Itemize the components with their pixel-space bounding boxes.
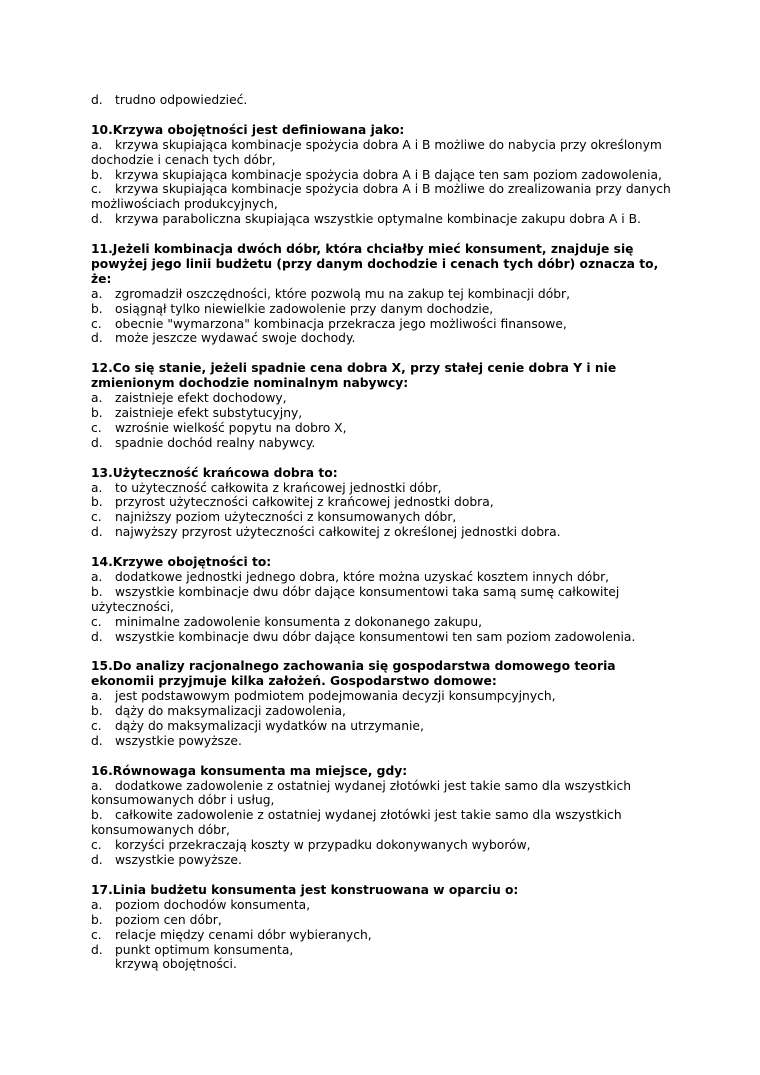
question-title: 15.Do analizy racjonalnego zachowania się gospodarstwa domowego teoria ekonomii przyjmuje kilka założeń. Gospodarstwo domowe:	[91, 659, 616, 689]
option-letter: b.	[91, 808, 103, 823]
question-title: 11.Jeżeli kombinacja dwóch dóbr, która chciałby mieć konsument, znajduje się powyżej jego linii budżetu (przy danym dochodzie i cenach tych dóbr) oznacza to, że:	[91, 242, 659, 286]
option-text: poziom cen dóbr,	[115, 912, 222, 927]
option-text: minimalne zadowolenie konsumenta z dokonanego zakupu,	[115, 614, 483, 629]
option-item	[91, 525, 681, 540]
option-item	[91, 913, 681, 928]
option-text: krzywa skupiająca kombinacje spożycia dobra A i B możliwe do nabycia przy określonym dochodzie i cenach tych dóbr,	[91, 137, 662, 167]
option-text: obecnie "wymarzona" kombinacja przekracza jego możliwości finansowe,	[115, 316, 567, 331]
option-text: najniższy poziom użyteczności z konsumowanych dóbr,	[115, 510, 457, 525]
option-letter: b.	[91, 912, 103, 927]
option-text: całkowite zadowolenie z ostatniej wydanej złotówki jest takie samo dla wszystkich konsumowanych dóbr,	[91, 808, 622, 838]
option-text: korzyści przekraczają koszty w przypadku dokonywanych wyborów,	[115, 838, 531, 853]
option-text: wszystkie powyższe.	[115, 853, 242, 868]
option-item	[91, 436, 681, 451]
option-letter: a.	[91, 480, 103, 495]
option-letter: c.	[91, 614, 102, 629]
question-title: 10.Krzywa obojętności jest definiowana jako:	[91, 122, 405, 137]
question-block	[91, 361, 681, 450]
question-block	[91, 555, 681, 644]
option-letter: a.	[91, 778, 103, 793]
option-text: to użyteczność całkowita z krańcowej jednostki dóbr,	[115, 480, 442, 495]
option-letter: a.	[91, 897, 103, 912]
question-block	[91, 466, 681, 541]
option-letter: c.	[91, 510, 102, 525]
option-letter: d.	[91, 435, 103, 450]
option-item	[91, 406, 681, 421]
option-item	[91, 779, 681, 809]
option-item	[91, 287, 681, 302]
option-text: krzywa skupiająca kombinacje spożycia dobra A i B możliwe do zrealizowania przy danych możliwościach produkcyjnych,	[91, 182, 671, 212]
option-text: jest podstawowym podmiotem podejmowania decyzji konsumpcyjnych,	[115, 689, 556, 704]
question-block	[91, 659, 681, 748]
option-item	[91, 570, 681, 585]
option-item	[91, 421, 681, 436]
option-item	[91, 689, 681, 704]
option-item	[91, 898, 681, 913]
option-item	[91, 331, 681, 346]
option-item	[91, 734, 681, 749]
question-title: 14.Krzywe obojętności to:	[91, 555, 272, 570]
option-text: dąży do maksymalizacji zadowolenia,	[115, 704, 346, 719]
option-letter: a.	[91, 569, 103, 584]
option-item	[91, 808, 681, 838]
option-continuation: krzywą obojętności.	[115, 957, 237, 972]
option-item	[91, 212, 681, 227]
option-text: zaistnieje efekt dochodowy,	[115, 391, 287, 406]
document-page	[91, 93, 681, 987]
option-letter: a.	[91, 391, 103, 406]
option-letter: d.	[91, 733, 103, 748]
option-text: punkt optimum konsumenta,	[115, 942, 294, 957]
option-text: wszystkie kombinacje dwu dóbr dające konsumentowi ten sam poziom zadowolenia.	[115, 629, 636, 644]
option-text: wzrośnie wielkość popytu na dobro X,	[115, 420, 347, 435]
option-text: spadnie dochód realny nabywcy.	[115, 435, 316, 450]
option-text: najwyższy przyrost użyteczności całkowitej z określonej jednostki dobra.	[115, 525, 561, 540]
option-text: wszystkie kombinacje dwu dóbr dające konsumentowi taka samą sumę całkowitej użyteczności,	[91, 584, 620, 614]
option-letter: b.	[91, 405, 103, 420]
option-letter: d.	[91, 942, 103, 957]
option-letter: d.	[91, 853, 103, 868]
option-item	[91, 853, 681, 868]
question-title: 17.Linia budżetu konsumenta jest konstruowana w oparciu o:	[91, 882, 519, 897]
option-letter: d.	[91, 331, 103, 346]
option-item	[91, 585, 681, 615]
option-item	[91, 168, 681, 183]
option-text: osiągnął tylko niewielkie zadowolenie przy danym dochodzie,	[115, 301, 494, 316]
question-block	[91, 764, 681, 868]
question-block	[91, 883, 681, 972]
option-letter: c.	[91, 182, 102, 197]
option-item	[91, 317, 681, 332]
option-letter: a.	[91, 137, 103, 152]
question-list	[91, 123, 681, 973]
option-letter: d.	[91, 212, 103, 227]
option-text: trudno odpowiedzieć.	[115, 93, 248, 107]
option-item	[91, 704, 681, 719]
option-text: zgromadził oszczędności, które pozwolą mu na zakup tej kombinacji dóbr,	[115, 286, 571, 301]
option-letter: a.	[91, 689, 103, 704]
option-item	[91, 138, 681, 168]
option-item	[91, 495, 681, 510]
option-letter: d.	[91, 93, 103, 107]
option-item	[91, 481, 681, 496]
option-text: wszystkie powyższe.	[115, 733, 242, 748]
option-text: dodatkowe jednostki jednego dobra, które można uzyskać kosztem innych dóbr,	[115, 569, 610, 584]
option-letter: d.	[91, 525, 103, 540]
question-title: 16.Równowaga konsumenta ma miejsce, gdy:	[91, 763, 408, 778]
option-item	[91, 302, 681, 317]
option-letter: c.	[91, 420, 102, 435]
option-item	[91, 943, 681, 958]
option-text: krzywa skupiająca kombinacje spożycia dobra A i B dające ten sam poziom zadowolenia,	[115, 167, 662, 182]
option-letter: a.	[91, 286, 103, 301]
option-letter: b.	[91, 495, 103, 510]
question-block	[91, 123, 681, 227]
option-text: relacje między cenami dóbr wybieranych,	[115, 927, 372, 942]
option-item	[91, 391, 681, 406]
option-text: zaistnieje efekt substytucyjny,	[115, 405, 303, 420]
option-text: poziom dochodów konsumenta,	[115, 897, 311, 912]
option-text: krzywa paraboliczna skupiająca wszystkie optymalne kombinacje zakupu dobra A i B.	[115, 212, 641, 227]
option-text: przyrost użyteczności całkowitej z krańcowej jednostki dobra,	[115, 495, 494, 510]
question-title: 13.Użyteczność krańcowa dobra to:	[91, 465, 338, 480]
option-item	[91, 510, 681, 525]
option-letter: c.	[91, 316, 102, 331]
option-item	[91, 182, 681, 212]
question-title: 12.Co się stanie, jeżeli spadnie cena dobra X, przy stałej cenie dobra Y i nie zmienionym dochodzie nominalnym nabywcy:	[91, 361, 617, 391]
option-item	[91, 630, 681, 645]
option-letter: b.	[91, 704, 103, 719]
option-item	[91, 719, 681, 734]
option-item	[91, 615, 681, 630]
option-item	[91, 838, 681, 853]
option-item	[91, 928, 681, 943]
option-letter: c.	[91, 718, 102, 733]
question-block	[91, 242, 681, 346]
option-letter: b.	[91, 301, 103, 316]
previous-question-tail	[91, 93, 681, 108]
option-text: dodatkowe zadowolenie z ostatniej wydanej złotówki jest takie samo dla wszystkich konsumowanych dóbr i usług,	[91, 778, 632, 808]
option-text: dąży do maksymalizacji wydatków na utrzymanie,	[115, 718, 424, 733]
option-letter: c.	[91, 927, 102, 942]
option-text: może jeszcze wydawać swoje dochody.	[115, 331, 356, 346]
option-letter: b.	[91, 584, 103, 599]
option-letter: b.	[91, 167, 103, 182]
option-item	[91, 93, 681, 108]
option-letter: d.	[91, 629, 103, 644]
option-letter: c.	[91, 838, 102, 853]
